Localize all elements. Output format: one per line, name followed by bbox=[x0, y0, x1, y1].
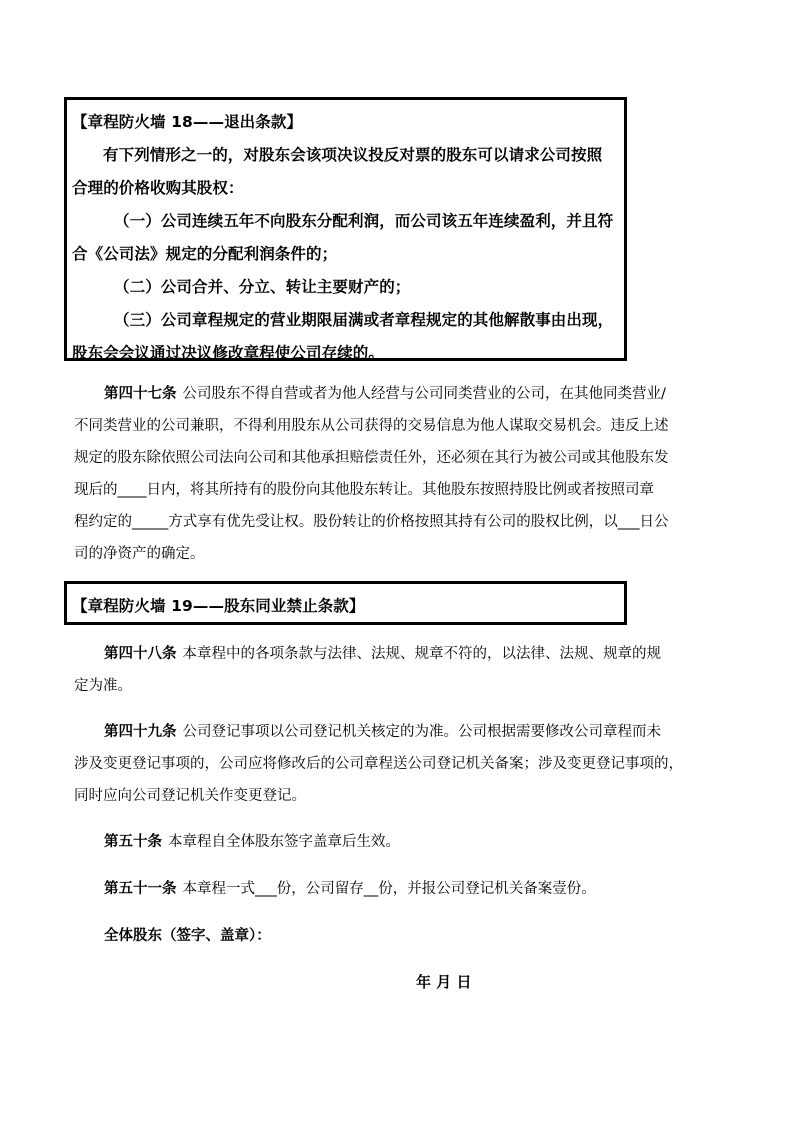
article-48-text: 本章程中的各项条款与法律、法规、规章不符的，以法律、法规、规章的规 bbox=[182, 646, 661, 662]
article-47 bbox=[74, 378, 722, 570]
article-50-label: 第五十条 bbox=[104, 834, 162, 850]
firewall-box-18-title: 【章程防火墙 18——退出条款】 bbox=[72, 113, 303, 131]
firewall-box-19-title: 【章程防火墙 19——股东同业禁止条款】 bbox=[72, 597, 365, 615]
article-47-label: 第四十七条 bbox=[104, 386, 177, 402]
firewall-box-18-line: 合《公司法》规定的分配利润条件的； bbox=[72, 245, 338, 263]
article-47-text: 现后的____日内，将其所持有的股份向其他股东转让。其他股东按照持股比例或者按照司章 bbox=[74, 482, 654, 498]
firewall-box-18-line: 合理的价格收购其股权： bbox=[72, 179, 244, 197]
article-49-text: 同时应向公司登记机关作变更登记。 bbox=[74, 788, 306, 804]
article-51 bbox=[74, 873, 722, 905]
article-47-text: 公司股东不得自营或者为他人经营与公司同类营业的公司，在其他同类营业/ bbox=[182, 386, 666, 402]
signature-line bbox=[74, 920, 722, 952]
firewall-box-18 bbox=[64, 97, 627, 361]
article-50-text: 本章程自全体股东签字盖章后生效。 bbox=[168, 834, 400, 850]
article-48-label: 第四十八条 bbox=[104, 646, 177, 662]
firewall-box-18-line: （三）公司章程规定的营业期限届满或者章程规定的其他解散事由出现， bbox=[114, 311, 614, 329]
article-50 bbox=[74, 826, 722, 858]
signature-text: 全体股东（签字、盖章）： bbox=[104, 928, 271, 944]
article-49 bbox=[74, 716, 722, 812]
article-47-text: 司的净资产的确定。 bbox=[74, 546, 205, 562]
article-49-text: 涉及变更登记事项的，公司应将修改后的公司章程送公司登记机关备案；涉及变更登记事项的， bbox=[74, 756, 683, 772]
article-51-text: 本章程一式___份，公司留存__份，并报公司登记机关备案壹份。 bbox=[182, 881, 596, 897]
article-49-text: 公司登记事项以公司登记机关核定的为准。公司根据需要修改公司章程而未 bbox=[182, 724, 661, 740]
article-48 bbox=[74, 638, 722, 702]
firewall-box-19 bbox=[64, 581, 627, 625]
firewall-box-18-line: 有下列情形之一的，对股东会该项决议投反对票的股东可以请求公司按照 bbox=[103, 146, 603, 164]
date-line: 年 月 日 bbox=[416, 973, 472, 991]
article-47-text: 规定的股东除依照公司法向公司和其他承担赔偿责任外，还必须在其行为被公司或其他股东发 bbox=[74, 450, 669, 466]
article-47-text: 不同类营业的公司兼职，不得利用股东从公司获得的交易信息为他人谋取交易机会。违反上述 bbox=[74, 418, 669, 434]
article-48-text: 定为准。 bbox=[74, 678, 132, 694]
firewall-box-18-line: （二）公司合并、分立、转让主要财产的； bbox=[114, 278, 411, 296]
firewall-box-18-line: （一）公司连续五年不向股东分配利润，而公司该五年连续盈利，并且符 bbox=[114, 212, 614, 230]
firewall-box-18-line: 股东会会议通过决议修改章程使公司存续的。 bbox=[72, 344, 385, 362]
article-51-label: 第五十一条 bbox=[104, 881, 177, 897]
article-49-label: 第四十九条 bbox=[104, 724, 177, 740]
article-47-text: 程约定的_____方式享有优先受让权。股份转让的价格按照其持有公司的股权比例，以___日公 bbox=[74, 514, 669, 530]
